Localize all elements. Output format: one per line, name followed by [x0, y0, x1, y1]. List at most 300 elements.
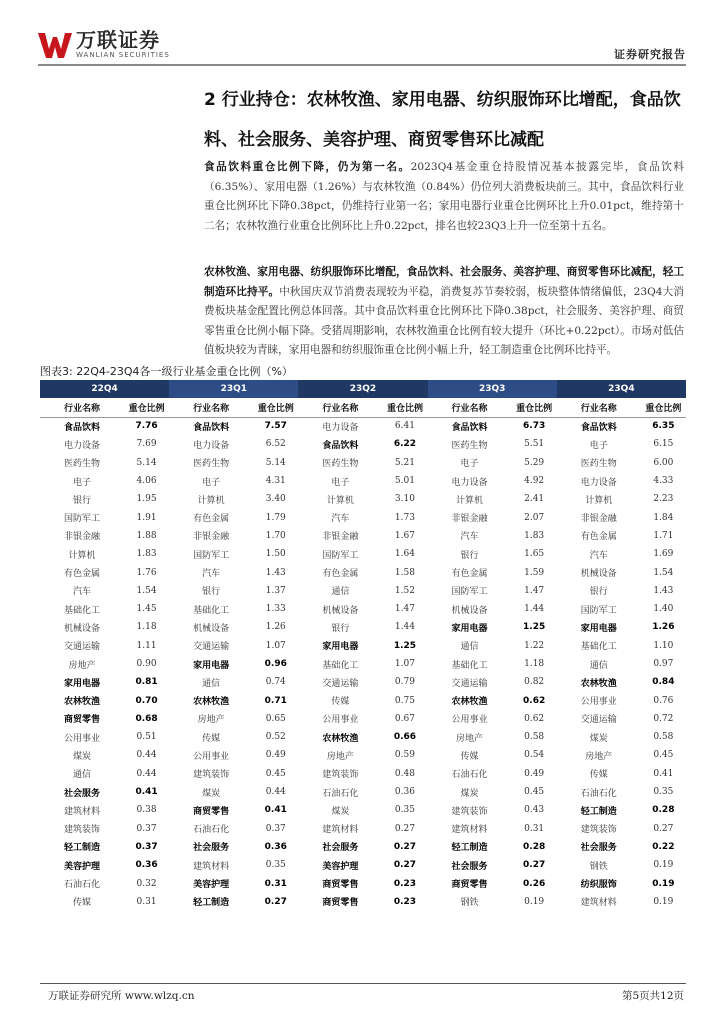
holding-ratio-cell: 1.71 [653, 530, 674, 541]
industry-name-cell: 非银金融 [322, 532, 359, 543]
quarter-header: 23Q4 [557, 380, 686, 398]
table-row [40, 618, 686, 636]
holding-ratio-cell: 4.31 [265, 476, 286, 487]
holding-ratio-cell: 0.27 [393, 860, 417, 871]
industry-name-cell: 通信 [72, 770, 91, 781]
industry-name-cell: 轻工制造 [451, 843, 488, 854]
industry-name-cell: 有色金属 [193, 514, 230, 525]
holding-ratio-cell: 4.06 [136, 476, 157, 487]
industry-name-cell: 电子 [331, 477, 350, 488]
industry-name-cell: 纺织服饰 [580, 880, 617, 891]
industry-name-cell: 建筑装饰 [580, 825, 617, 836]
holding-ratio-cell: 0.45 [265, 768, 286, 779]
industry-name-cell: 计算机 [585, 495, 613, 506]
industry-name-cell: 非银金融 [451, 514, 488, 525]
industry-name-cell: 建筑材料 [193, 861, 230, 872]
holding-ratio-cell: 0.84 [652, 677, 675, 688]
industry-name-cell: 农林牧渔 [451, 697, 488, 708]
footer-divider [40, 983, 686, 984]
industry-name-cell: 家用电器 [193, 660, 230, 671]
industry-name-cell: 银行 [589, 587, 608, 598]
industry-name-cell: 银行 [331, 623, 350, 634]
industry-name-cell: 煤炭 [72, 751, 91, 762]
holding-ratio-cell: 0.48 [394, 768, 415, 779]
holding-ratio-cell: 0.45 [653, 750, 674, 761]
holding-ratio-cell: 1.10 [653, 640, 674, 651]
holding-ratio-cell: 0.96 [264, 659, 287, 669]
industry-name-cell: 有色金属 [580, 532, 617, 543]
holding-ratio-cell: 0.37 [265, 823, 286, 834]
industry-name-cell: 煤炭 [460, 788, 479, 799]
holding-ratio-cell: 1.69 [653, 549, 674, 560]
holding-ratio-cell: 0.62 [524, 713, 545, 724]
holding-ratio-cell: 3.40 [265, 494, 286, 505]
industry-name-cell: 国防军工 [193, 550, 230, 561]
holding-ratio-cell: 1.26 [652, 622, 675, 633]
holding-ratio-cell: 0.19 [652, 878, 675, 889]
industry-name-cell: 机械设备 [322, 605, 359, 616]
industry-name-cell: 传媒 [589, 770, 608, 781]
table-row [40, 746, 686, 764]
quarter-header: 23Q3 [428, 380, 557, 398]
holding-ratio-cell: 7.57 [264, 421, 287, 432]
holding-ratio-cell: 1.91 [136, 512, 157, 523]
industry-name-cell: 农林牧渔 [193, 697, 230, 708]
industry-name-cell: 煤炭 [589, 733, 608, 744]
holding-ratio-cell: 0.67 [394, 713, 415, 724]
industry-name-cell: 钢铁 [589, 861, 608, 872]
industry-name-cell: 社会服务 [580, 843, 617, 854]
holding-ratio-cell: 0.41 [264, 805, 287, 816]
holding-ratio-cell: 0.66 [393, 732, 417, 743]
holding-ratio-cell: 0.43 [524, 805, 545, 816]
industry-name-cell: 通信 [202, 678, 221, 689]
industry-name-cell: 家用电器 [322, 642, 359, 653]
industry-name-cell: 公用事业 [63, 733, 100, 744]
holding-ratio-cell: 7.69 [136, 439, 157, 450]
holding-ratio-cell: 0.36 [135, 860, 158, 871]
holding-ratio-cell: 0.75 [394, 695, 415, 706]
brand-name-en: WANLIAN SECURITIES [76, 51, 170, 59]
industry-name-cell: 石油石化 [451, 770, 488, 781]
industry-name-cell: 建筑装饰 [322, 770, 359, 781]
holding-ratio-cell: 1.44 [394, 622, 415, 633]
industry-name-cell: 交通运输 [322, 678, 359, 689]
table-row [40, 820, 686, 838]
holding-ratio-cell: 1.83 [524, 530, 545, 541]
holding-ratio-cell: 1.33 [265, 604, 286, 615]
page-header [38, 24, 686, 68]
holding-ratio-cell: 1.70 [265, 530, 286, 541]
table-row [40, 893, 686, 911]
table-row [40, 783, 686, 801]
industry-name-cell: 汽车 [589, 550, 608, 561]
holding-ratio-cell: 2.07 [524, 512, 545, 523]
industry-name-cell: 非银金融 [193, 532, 230, 543]
holding-ratio-cell: 1.44 [524, 604, 545, 615]
industry-name-cell: 国防军工 [322, 550, 359, 561]
industry-name-cell: 电力设备 [63, 440, 100, 451]
holding-ratio-cell: 0.59 [394, 750, 415, 761]
industry-name-cell: 房地产 [456, 733, 484, 744]
holding-ratio-cell: 6.00 [653, 457, 674, 468]
holding-ratio-cell: 0.62 [523, 695, 546, 706]
industry-name-cell: 医药生物 [63, 459, 100, 470]
industry-name-cell: 电力设备 [451, 477, 488, 488]
table-row [40, 508, 686, 526]
holding-ratio-cell: 6.15 [653, 439, 674, 450]
holding-ratio-cell: 3.10 [394, 494, 415, 505]
holding-ratio-cell: 0.79 [394, 677, 415, 688]
holding-ratio-cell: 0.19 [653, 896, 674, 907]
table-row [40, 527, 686, 545]
industry-name-cell: 商贸零售 [322, 880, 359, 891]
industry-name-cell: 公用事业 [193, 751, 230, 762]
holding-ratio-cell: 0.31 [136, 896, 157, 907]
wanlian-logo-icon [38, 31, 72, 59]
holding-ratio-cell: 0.97 [653, 659, 674, 669]
industry-name-cell: 银行 [72, 495, 91, 506]
holding-ratio-cell: 0.38 [136, 805, 157, 816]
industry-name-cell: 食品饮料 [63, 422, 100, 433]
footer-source: 万联证券研究所 www.wlzq.cn [48, 990, 195, 1002]
holding-ratio-cell: 5.01 [394, 476, 415, 487]
industry-name-cell: 传媒 [202, 733, 221, 744]
industry-name-cell: 机械设备 [63, 623, 100, 634]
industry-name-cell: 煤炭 [331, 806, 350, 817]
column-header-ratio: 重仓比例 [382, 398, 427, 417]
industry-name-cell: 医药生物 [580, 459, 617, 470]
holding-ratio-cell: 0.52 [265, 732, 286, 743]
table-row [40, 637, 686, 655]
industry-name-cell: 有色金属 [451, 569, 488, 580]
holding-ratio-cell: 1.43 [653, 585, 674, 596]
holding-ratio-cell: 0.27 [523, 860, 546, 871]
holding-ratio-cell: 1.67 [394, 530, 415, 541]
industry-name-cell: 石油石化 [193, 825, 230, 836]
industry-name-cell: 电子 [589, 440, 608, 451]
holding-ratio-cell: 1.59 [524, 567, 545, 578]
section-title: 2 行业持仓：农林牧渔、家用电器、纺织服饰环比增配，食品饮料、社会服务、美容护理、商贸零售环比减配 [204, 90, 681, 150]
holding-ratio-cell: 6.35 [652, 421, 675, 432]
industry-name-cell: 建筑材料 [63, 806, 100, 817]
industry-name-cell: 机械设备 [580, 569, 617, 580]
industry-name-cell: 国防军工 [451, 587, 488, 598]
industry-name-cell: 建筑装饰 [451, 806, 488, 817]
table-row [40, 673, 686, 691]
holding-ratio-cell: 1.54 [136, 585, 157, 596]
industry-name-cell: 电力设备 [580, 477, 617, 488]
holding-ratio-cell: 0.35 [394, 805, 415, 816]
holding-ratio-cell: 5.29 [524, 457, 545, 468]
holding-ratio-cell: 0.28 [523, 841, 546, 852]
industry-name-cell: 石油石化 [322, 788, 359, 799]
column-header-industry: 行业名称 [557, 398, 641, 417]
industry-name-cell: 社会服务 [451, 861, 488, 872]
industry-name-cell: 计算机 [326, 495, 354, 506]
industry-name-cell: 农林牧渔 [580, 678, 617, 689]
industry-name-cell: 银行 [460, 550, 479, 561]
industry-name-cell: 国防军工 [580, 605, 617, 616]
quarter-header-row [40, 380, 686, 398]
table-row [40, 801, 686, 819]
holding-ratio-cell: 0.41 [653, 768, 674, 779]
holding-ratio-cell: 1.25 [393, 640, 417, 651]
paragraph-2-lead: 农林牧渔、家用电器、纺织服饰环比增配，食品饮料、社会服务、美容护理、商贸零售环比减配，轻工制造环比持平。 [204, 266, 684, 298]
industry-name-cell: 社会服务 [322, 843, 359, 854]
holding-ratio-cell: 2.23 [653, 494, 674, 505]
holding-ratio-cell: 1.45 [136, 604, 157, 615]
industry-name-cell: 煤炭 [202, 788, 221, 799]
column-header-ratio: 重仓比例 [641, 398, 686, 417]
holding-ratio-cell: 1.58 [394, 567, 415, 578]
holding-ratio-cell: 0.22 [652, 841, 675, 852]
industry-name-cell: 食品饮料 [580, 422, 617, 433]
paragraph-2-text: 中秋国庆双节消费表现较为平稳，消费复苏节奏较弱，板块整体情绪偏低，23Q4大消费板块基金配置比例总体回落。其中食品饮料重仓比例环比下降0.38pct，社会服务、美容护理、商贸零售重仓比例小幅下降。受猪周期影响，农林牧渔重仓比例有较大提升（环比+0.22pct）。市场对低估值板块较为青睐，家用电器和纺织服饰重仓比例小幅上升，轻工制造重仓比例环比持平。 [204, 285, 685, 356]
industry-name-cell: 非银金融 [63, 532, 100, 543]
holding-ratio-cell: 1.07 [265, 640, 286, 651]
holding-ratio-cell: 7.76 [135, 421, 158, 432]
holding-ratio-cell: 1.43 [265, 567, 286, 578]
holding-ratio-cell: 0.82 [524, 677, 545, 688]
holding-ratio-cell: 6.52 [265, 439, 286, 450]
industry-name-cell: 社会服务 [193, 843, 230, 854]
industry-name-cell: 机械设备 [193, 623, 230, 634]
holding-ratio-cell: 1.18 [524, 659, 545, 669]
industry-name-cell: 传媒 [72, 898, 91, 909]
industry-name-cell: 有色金属 [63, 569, 100, 580]
holding-ratio-cell: 1.07 [394, 659, 415, 669]
holding-ratio-cell: 0.36 [264, 841, 287, 852]
industry-name-cell: 通信 [589, 660, 608, 671]
industry-name-cell: 建筑材料 [451, 825, 488, 836]
holding-ratio-cell: 0.71 [264, 695, 287, 706]
industry-name-cell: 商贸零售 [63, 715, 100, 726]
industry-name-cell: 食品饮料 [322, 440, 359, 451]
holding-ratio-cell: 0.19 [524, 896, 545, 907]
table-row [40, 582, 686, 600]
industry-name-cell: 食品饮料 [193, 422, 230, 433]
table-row [40, 856, 686, 874]
industry-name-cell: 公用事业 [580, 697, 617, 708]
industry-name-cell: 电子 [460, 459, 479, 470]
industry-name-cell: 农林牧渔 [63, 697, 100, 708]
header-divider [38, 64, 686, 66]
holding-ratio-cell: 2.41 [524, 494, 545, 505]
industry-name-cell: 石油石化 [580, 788, 617, 799]
holding-ratio-cell: 0.65 [265, 713, 286, 724]
holding-ratio-cell: 1.88 [136, 530, 157, 541]
holding-ratio-cell: 0.74 [265, 677, 286, 688]
holding-ratio-cell: 0.32 [136, 878, 157, 889]
industry-name-cell: 房地产 [68, 660, 96, 671]
holding-ratio-cell: 0.27 [653, 823, 674, 834]
paragraph-2 [204, 263, 684, 361]
industry-name-cell: 家用电器 [451, 623, 488, 634]
industry-name-cell: 机械设备 [451, 605, 488, 616]
holding-ratio-cell: 1.50 [265, 549, 286, 560]
holding-ratio-cell: 1.47 [394, 604, 415, 615]
holding-ratio-cell: 0.35 [653, 787, 674, 798]
table-row [40, 710, 686, 728]
holding-ratio-cell: 4.92 [524, 476, 545, 487]
holding-ratio-cell: 1.37 [265, 585, 286, 596]
table-row [40, 765, 686, 783]
industry-name-cell: 食品饮料 [451, 422, 488, 433]
industry-name-cell: 交通运输 [193, 642, 230, 653]
industry-name-cell: 商贸零售 [451, 880, 488, 891]
column-header-ratio: 重仓比例 [512, 398, 557, 417]
holding-ratio-cell: 0.51 [136, 732, 157, 743]
holding-ratio-cell: 0.23 [393, 896, 417, 907]
industry-name-cell: 通信 [460, 642, 479, 653]
industry-name-cell: 美容护理 [193, 880, 230, 891]
industry-name-cell: 基础化工 [580, 642, 617, 653]
industry-name-cell: 社会服务 [63, 788, 100, 799]
table-row [40, 545, 686, 563]
figure-title: 图表3: 22Q4-23Q4各一级行业基金重仓比例（%） [40, 363, 686, 383]
holding-ratio-cell: 0.27 [394, 823, 415, 834]
industry-name-cell: 轻工制造 [63, 843, 100, 854]
holding-ratio-cell: 1.79 [265, 512, 286, 523]
holding-ratio-cell: 0.72 [653, 713, 674, 724]
industry-name-cell: 轻工制造 [193, 898, 230, 909]
column-header-ratio: 重仓比例 [253, 398, 298, 417]
industry-name-cell: 计算机 [68, 550, 96, 561]
holding-ratio-cell: 0.31 [264, 878, 287, 889]
holding-ratio-cell: 1.84 [653, 512, 674, 523]
holding-ratio-cell: 5.14 [136, 457, 157, 468]
holding-ratio-cell: 0.49 [524, 768, 545, 779]
holding-ratio-cell: 0.54 [524, 750, 545, 761]
industry-name-cell: 石油石化 [63, 880, 100, 891]
industry-name-cell: 医药生物 [451, 440, 488, 451]
table-row [40, 655, 686, 673]
quarter-header: 23Q2 [298, 380, 427, 398]
holding-ratio-cell: 0.68 [135, 713, 158, 724]
holding-ratio-cell: 1.11 [136, 640, 157, 651]
paragraph-1-text: 2023Q4基金重仓持股情况基本披露完毕，食品饮料（6.35%）、家用电器（1.26%）与农林牧渔（0.84%）仍位列大消费板块前三。其中，食品饮料行业重仓比例环比下降0.38pct，仍维持行业第一名；家用电器行业重仓比例环比上升0.01pct，维持第十二名；农林牧渔行业重仓比例环比上升0.22pct，排名也较23Q3上升一位至第十五名。 [204, 161, 685, 232]
holding-ratio-cell: 1.22 [524, 640, 545, 651]
industry-name-cell: 交通运输 [63, 642, 100, 653]
holding-ratio-cell: 0.90 [136, 659, 157, 669]
column-header-industry: 行业名称 [428, 398, 512, 417]
holding-ratio-cell: 1.65 [524, 549, 545, 560]
industry-name-cell: 计算机 [456, 495, 484, 506]
industry-name-cell: 汽车 [72, 587, 91, 598]
column-header-industry: 行业名称 [169, 398, 253, 417]
industry-name-cell: 汽车 [460, 532, 479, 543]
holding-ratio-cell: 0.31 [524, 823, 545, 834]
industry-name-cell: 交通运输 [451, 678, 488, 689]
brand-name-cn: 万联证券 [76, 28, 160, 52]
report-type-label: 证券研究报告 [614, 48, 686, 61]
table-body [40, 417, 686, 911]
paragraph-1-lead: 食品饮料重仓比例下降，仍为第一名。 [204, 161, 411, 173]
industry-name-cell: 轻工制造 [580, 806, 617, 817]
holding-ratio-cell: 1.40 [653, 604, 674, 615]
industry-name-cell: 传媒 [331, 697, 350, 708]
industry-name-cell: 基础化工 [193, 605, 230, 616]
industry-name-cell: 有色金属 [322, 569, 359, 580]
industry-name-cell: 公用事业 [451, 715, 488, 726]
holding-ratio-cell: 1.83 [136, 549, 157, 560]
industry-name-cell: 农林牧渔 [322, 733, 359, 744]
holding-ratio-cell: 0.27 [393, 841, 417, 852]
holding-ratio-cell: 1.64 [394, 549, 415, 560]
industry-name-cell: 医药生物 [193, 459, 230, 470]
column-header-industry: 行业名称 [40, 398, 124, 417]
industry-name-cell: 电子 [202, 477, 221, 488]
industry-name-cell: 公用事业 [322, 715, 359, 726]
table-row [40, 728, 686, 746]
industry-name-cell: 房地产 [197, 715, 225, 726]
holding-ratio-cell: 0.35 [265, 860, 286, 871]
holding-ratio-cell: 0.70 [135, 695, 158, 706]
industry-name-cell: 美容护理 [322, 861, 359, 872]
quarter-header: 23Q1 [169, 380, 298, 398]
industry-name-cell: 医药生物 [322, 459, 359, 470]
industry-name-cell: 钢铁 [460, 898, 479, 909]
holding-ratio-cell: 1.73 [394, 512, 415, 523]
holding-ratio-cell: 1.76 [136, 567, 157, 578]
holding-ratio-cell: 0.49 [265, 750, 286, 761]
industry-name-cell: 汽车 [331, 514, 350, 525]
industry-name-cell: 交通运输 [580, 715, 617, 726]
column-header-ratio: 重仓比例 [124, 398, 169, 417]
holding-ratio-cell: 1.52 [394, 585, 415, 596]
industry-name-cell: 通信 [331, 587, 350, 598]
holding-ratio-cell: 0.58 [524, 732, 545, 743]
holding-ratio-cell: 0.44 [136, 750, 157, 761]
industry-name-cell: 汽车 [202, 569, 221, 580]
holding-ratio-cell: 6.22 [393, 439, 417, 450]
holding-ratio-cell: 4.33 [653, 476, 674, 487]
holding-ratio-cell: 6.73 [523, 421, 546, 432]
industry-name-cell: 房地产 [585, 751, 613, 762]
table-row [40, 600, 686, 618]
holding-ratio-cell: 1.54 [653, 567, 674, 578]
industry-name-cell: 家用电器 [63, 678, 100, 689]
industry-name-cell: 建筑材料 [322, 825, 359, 836]
industry-name-cell: 银行 [202, 587, 221, 598]
table-row [40, 874, 686, 892]
industry-holdings-table [40, 380, 686, 911]
holding-ratio-cell: 0.23 [393, 878, 417, 889]
industry-name-cell: 电力设备 [193, 440, 230, 451]
quarter-header: 22Q4 [40, 380, 169, 398]
industry-name-cell: 基础化工 [451, 660, 488, 671]
holding-ratio-cell: 0.76 [653, 695, 674, 706]
paragraph-1 [204, 158, 684, 236]
industry-name-cell: 电力设备 [322, 422, 359, 433]
industry-name-cell: 基础化工 [63, 605, 100, 616]
holding-ratio-cell: 0.44 [136, 768, 157, 779]
industry-name-cell: 商贸零售 [193, 806, 230, 817]
table-row [40, 435, 686, 453]
holding-ratio-cell: 5.14 [265, 457, 286, 468]
holding-ratio-cell: 0.28 [652, 805, 675, 816]
holding-ratio-cell: 0.44 [265, 787, 286, 798]
holding-ratio-cell: 0.36 [394, 787, 415, 798]
table-row [40, 490, 686, 508]
industry-name-cell: 建筑装饰 [193, 770, 230, 781]
industry-name-cell: 商贸零售 [322, 898, 359, 909]
holding-ratio-cell: 0.58 [653, 732, 674, 743]
industry-name-cell: 基础化工 [322, 660, 359, 671]
industry-name-cell: 传媒 [460, 751, 479, 762]
holding-ratio-cell: 0.81 [135, 677, 158, 688]
